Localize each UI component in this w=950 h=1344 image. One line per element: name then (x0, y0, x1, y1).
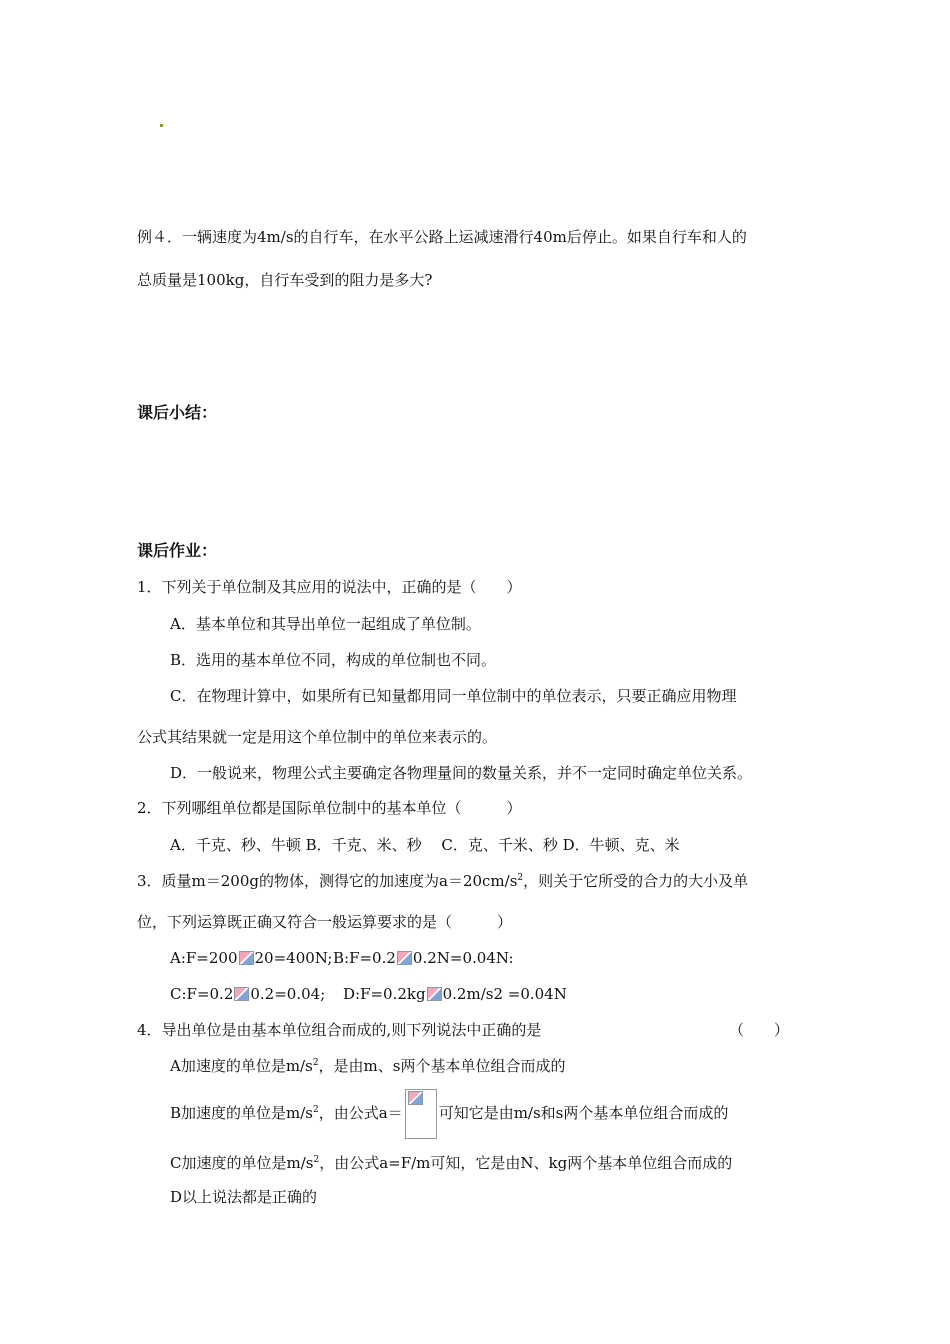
q3-stem-line2: 位，下列运算既正确又符合一般运算要求的是（ ） (137, 913, 513, 931)
q3-option-c (170, 984, 325, 1004)
fraction-image-icon (408, 1091, 423, 1105)
q4-option-a-part1: A加速度的单位是m/s (170, 1057, 313, 1075)
example4-line2: 总质量是100kg，自行车受到的阻力是多大? (137, 271, 433, 289)
q3-option-b-part1: B:F=0.2 (333, 949, 396, 967)
q3-option-c-part2: 0.2=0.04; (250, 985, 326, 1003)
q1-option-b: B．选用的基本单位不同，构成的单位制也不同。 (170, 651, 497, 669)
multiply-image-icon (234, 987, 249, 1001)
q1-option-c-line1: C．在物理计算中，如果所有已知量都用同一单位制中的单位表示，只要正确应用物理 (170, 687, 737, 705)
q3-option-a (170, 948, 332, 968)
q3-option-b (333, 948, 514, 968)
q3-option-a-part2: 20=400N; (254, 949, 333, 967)
q1-option-d: D．一般说来，物理公式主要确定各物理量间的数量关系，并不一定同时确定单位关系。 (170, 764, 753, 782)
example4-line1: 例４．一辆速度为4m/s的自行车，在水平公路上运减速滑行40m后停止。如果自行车和人的 (137, 228, 747, 246)
multiply-image-icon (427, 987, 442, 1001)
q4-option-a (170, 1056, 565, 1076)
q3-stem-line1-b: ，则关于它所受的合力的大小及单 (523, 872, 749, 890)
q2-options: A．千克、秒、牛顿 B．千克、米、秒 C．克、千米、秒 D．牛顿、克、米 (170, 836, 680, 854)
q4-option-d: D以上说法都是正确的 (170, 1188, 318, 1206)
q3-option-a-part1: A:F=200 (170, 949, 238, 967)
multiply-image-icon (397, 951, 412, 965)
q3-option-b-part2: 0.2N=0.04N: (412, 949, 514, 967)
q4-stem: 4．导出单位是由基本单位组合而成的,则下列说法中正确的是 (137, 1021, 542, 1039)
q3-stem-line1 (137, 871, 748, 891)
q4-option-a-part2: ，是由m、s两个基本单位组合而成的 (318, 1057, 566, 1075)
q4-answer-bracket: （ ） (729, 1021, 790, 1039)
q4-option-c-part1: C加速度的单位是m/s (170, 1154, 314, 1172)
formula-image-box (405, 1089, 437, 1139)
q3-option-d-part2: 0.2m/s2 =0.04N (442, 985, 567, 1003)
summary-heading: 课后小结： (137, 403, 218, 422)
q3-stem-line1-a: 3．质量m＝200g的物体，测得它的加速度为a＝20cm/s (137, 872, 518, 890)
q1-stem: 1．下列关于单位制及其应用的说法中，正确的是（ ） (137, 578, 522, 596)
stray-mark (160, 124, 163, 127)
q3-option-d-part1: D:F=0.2kg (343, 985, 426, 1003)
q4-option-b (170, 1088, 728, 1139)
q4-option-c (170, 1153, 732, 1173)
q4-option-b-part1: B加速度的单位是m/s (170, 1104, 313, 1122)
q3-stem-line1-sup: 2 (517, 873, 524, 883)
q2-stem: 2．下列哪组单位都是国际单位制中的基本单位（ ） (137, 799, 522, 817)
q4-option-b-part2: ，由公式a＝ (318, 1104, 403, 1122)
q4-option-b-sup: 2 (313, 1105, 319, 1115)
q1-option-c-line2: 公式其结果就一定是用这个单位制中的单位来表示的。 (137, 728, 498, 746)
q3-option-d (343, 984, 567, 1004)
q4-option-b-part3: 可知它是由m/s和s两个基本单位组合而成的 (438, 1104, 729, 1122)
q4-option-a-sup: 2 (312, 1058, 319, 1068)
q4-option-c-sup: 2 (313, 1155, 320, 1165)
q4-option-c-part2: ，由公式a=F/m可知，它是由N、kg两个基本单位组合而成的 (319, 1154, 733, 1172)
multiply-image-icon (239, 951, 254, 965)
q1-option-a: A．基本单位和其导出单位一起组成了单位制。 (170, 615, 481, 633)
homework-heading: 课后作业： (137, 541, 218, 560)
q3-option-c-part1: C:F=0.2 (170, 985, 234, 1003)
